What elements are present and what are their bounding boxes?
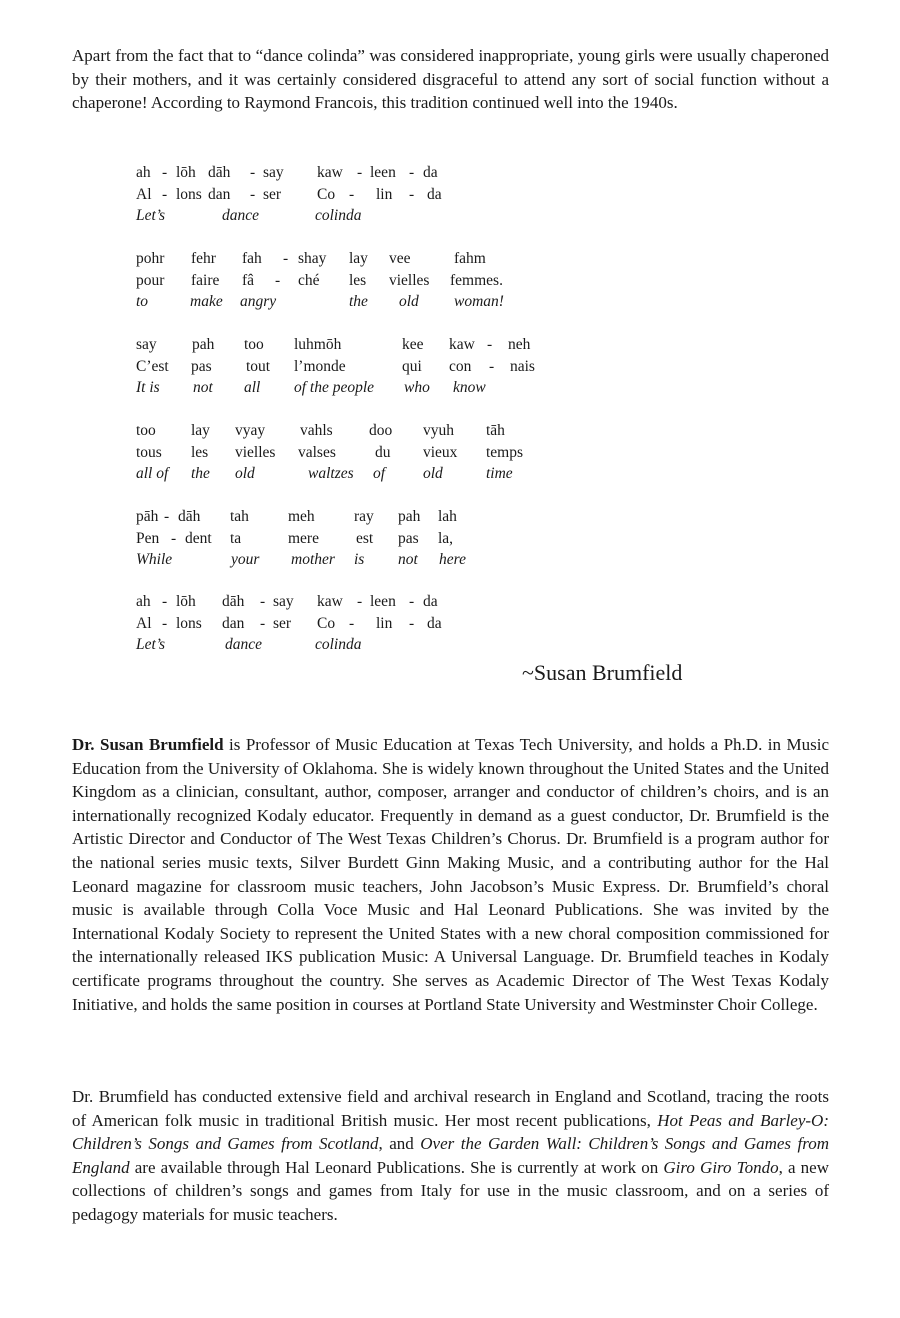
lyric-word: is: [354, 551, 365, 568]
lyric-word: mother: [291, 551, 335, 568]
lyric-word: tāh: [486, 422, 505, 439]
lyric-word: colinda: [315, 207, 362, 224]
lyric-word: old: [423, 465, 443, 482]
lyric-word: -: [162, 164, 168, 181]
lyric-word: time: [486, 465, 513, 482]
lyric-word: dāh: [208, 164, 231, 181]
lyric-word: -: [260, 593, 266, 610]
bio-text: , and: [378, 1134, 421, 1154]
lyric-word: pāh: [136, 508, 159, 525]
lyric-word: It is: [136, 379, 160, 396]
lyric-word: lōh: [176, 164, 196, 181]
lyric-word: to: [136, 293, 149, 310]
lyric-word: not: [398, 551, 418, 568]
lyric-word: lons: [176, 614, 202, 632]
lyric-word: kaw: [317, 593, 343, 610]
lyric-word: -: [162, 614, 168, 632]
research-paragraph: [72, 1085, 829, 1227]
bio-text: , a new collections of children’s songs and games from Italy for use in the music classroom, and on a series of pedagogy materials for music teachers.: [72, 1157, 829, 1224]
lyric-word: say: [273, 593, 294, 610]
lyric-word: all: [244, 379, 261, 396]
lyric-word: -: [250, 185, 256, 203]
lyric-word: luhmōh: [294, 336, 342, 353]
lyric-word: dent: [185, 529, 212, 547]
lyric-word: -: [487, 336, 493, 353]
lyric-word: -: [162, 593, 168, 610]
author-signature: ~Susan Brumfield: [522, 660, 683, 685]
lyric-word: Al: [136, 614, 152, 632]
bio-text: are available through Hal Leonard Publications. She is currently at work on: [129, 1157, 664, 1177]
publication-title: Giro Giro Tondo: [663, 1157, 779, 1177]
lyric-word: While: [136, 551, 173, 568]
lyric-word: -: [164, 508, 170, 525]
lyric-word: da: [423, 593, 438, 610]
lyric-word: ser: [263, 185, 282, 203]
lyric-word: dāh: [222, 593, 245, 610]
lyric-word: know: [453, 379, 486, 396]
lyric-word: lay: [191, 422, 210, 439]
lyric-word: -: [409, 164, 415, 181]
lyric-word: shay: [298, 250, 327, 267]
lyric-word: -: [250, 164, 256, 181]
lyric-word: lah: [438, 508, 457, 525]
lyric-word: too: [136, 422, 156, 439]
lyric-word: ah: [136, 593, 151, 610]
lyric-word: pah: [192, 336, 215, 353]
lyric-word: fahm: [454, 250, 486, 267]
lyric-word: femmes.: [450, 271, 503, 289]
lyric-word: ray: [354, 508, 374, 525]
lyric-word: make: [190, 293, 223, 310]
lyric-word: la,: [438, 529, 454, 547]
lyric-word: vielles: [235, 443, 276, 461]
lyric-word: -: [349, 185, 355, 203]
lyric-word: vyay: [235, 422, 266, 439]
lyric-word: valses: [298, 443, 336, 461]
lyric-word: con: [449, 357, 472, 375]
lyric-word: -: [162, 185, 168, 203]
lyric-word: dan: [208, 185, 231, 203]
bio-text: is Professor of Music Education at Texas Tech University, and holds a Ph.D. in Music Education from the University of Oklahoma. She is widely known throughout the United States and the United Kingdom as a clinician, consultant, author, composer, arranger and conductor of children’s choirs, and is an internationally recognized Kodaly educator. Frequently in demand as a guest conductor, Dr. Brumfield is the Artistic Director and Conductor of The West Texas Children’s Chorus. Dr. Brumfield is a program author for the national series music texts, Silver Burdett Ginn Making Music, and a contributing author for the Hal Leonard magazine for classroom music teachers, John Jacobson’s Music Express. Dr. Brumfield’s choral music is available through Colla Voce Music and Hal Leonard Publications. She was invited by the International Kodaly Society to represent the United States with a new choral composition commissioned for the internationally released IKS publication Music: A Universal Language. Dr. Brumfield teaches in Kodaly certificate programs throughout the country. She serves as Academic Director of The West Texas Kodaly Initiative, and holds the same position in courses at Portland State University and Westminster Choir College.: [72, 735, 829, 1014]
lyric-word: ta: [230, 529, 242, 547]
lyric-word: vielles: [389, 271, 430, 289]
lyric-word: lay: [349, 250, 368, 267]
lyric-word: lōh: [176, 593, 196, 610]
lyric-word: Co: [317, 614, 336, 632]
intro-paragraph: Apart from the fact that to “dance colinda” was considered inappropriate, young girls were usually chaperoned by their mothers, and it was certainly considered disgraceful to attend any sort of social function without a chaperone! According to Raymond Francois, this tradition continued well into the 1940s.: [72, 46, 829, 112]
lyric-word: neh: [508, 336, 531, 353]
lyric-word: du: [375, 443, 391, 461]
lyric-word: C’est: [136, 357, 169, 375]
lyric-word: temps: [486, 443, 524, 461]
lyric-word: est: [356, 529, 374, 547]
lyric-word: da: [427, 614, 442, 632]
lyric-word: Let’s: [136, 207, 166, 224]
lyric-word: kaw: [449, 336, 475, 353]
lyric-word: woman!: [454, 293, 504, 310]
lyric-word: fehr: [191, 250, 216, 267]
lyric-word: pour: [136, 271, 165, 289]
lyric-word: dan: [222, 614, 245, 632]
lyric-word: fah: [242, 250, 262, 267]
lyric-word: meh: [288, 508, 315, 525]
lyric-word: dance: [222, 207, 260, 224]
lyric-word: leen: [370, 593, 396, 610]
lyric-word: tout: [246, 357, 271, 375]
lyric-word: your: [231, 551, 260, 568]
lyric-word: -: [357, 164, 363, 181]
lyric-word: ah: [136, 164, 151, 181]
publication-title: Over the Garden Wall: Children’s Songs and Games from England: [72, 1134, 829, 1177]
lyric-word: who: [404, 379, 430, 396]
lyric-word: ché: [298, 271, 320, 289]
author-name: Dr. Susan Brumfield: [72, 735, 224, 754]
lyric-word: of the people: [294, 379, 375, 396]
lyric-word: da: [427, 185, 442, 203]
lyric-word: not: [193, 379, 213, 396]
lyric-word: mere: [288, 529, 319, 547]
lyric-word: qui: [402, 357, 422, 375]
lyric-word: nais: [510, 357, 535, 375]
lyric-word: kee: [402, 336, 424, 353]
lyric-word: old: [235, 465, 255, 482]
lyric-word: -: [409, 593, 415, 610]
lyric-word: -: [171, 529, 177, 547]
lyric-word: angry: [240, 293, 277, 310]
lyric-word: too: [244, 336, 264, 353]
lyric-word: say: [136, 336, 157, 353]
lyric-word: -: [349, 614, 355, 632]
lyric-word: -: [409, 614, 415, 632]
lyric-word: the: [349, 293, 368, 310]
lyric-word: Let’s: [136, 636, 166, 653]
lyric-word: da: [423, 164, 438, 181]
lyric-word: pohr: [136, 250, 165, 267]
lyric-word: lin: [376, 614, 393, 632]
lyric-word: Pen: [136, 529, 160, 547]
bio-paragraph: [72, 733, 829, 1016]
lyric-word: old: [399, 293, 419, 310]
lyric-word: -: [489, 357, 495, 375]
lyric-word: vieux: [423, 443, 458, 461]
lyric-word: Al: [136, 185, 152, 203]
lyric-word: les: [191, 443, 209, 461]
lyric-word: Co: [317, 185, 336, 203]
lyric-word: les: [349, 271, 367, 289]
lyric-word: pas: [191, 357, 212, 375]
lyric-word: lin: [376, 185, 393, 203]
lyric-word: vee: [389, 250, 411, 267]
bio-text: Dr. Brumfield has conducted extensive field and archival research in England and Scotland, tracing the roots of American folk music in traditional British music. Her most recent publications,: [72, 1087, 829, 1130]
lyric-word: colinda: [315, 636, 362, 653]
lyric-word: pas: [398, 529, 419, 547]
lyric-word: of: [373, 465, 386, 482]
lyric-word: say: [263, 164, 284, 181]
lyric-word: -: [260, 614, 266, 632]
lyric-word: leen: [370, 164, 396, 181]
lyric-word: kaw: [317, 164, 343, 181]
lyric-word: tah: [230, 508, 249, 525]
lyric-word: -: [409, 185, 415, 203]
lyric-word: all of: [136, 465, 169, 482]
lyric-word: the: [191, 465, 210, 482]
lyric-word: l’monde: [294, 357, 346, 375]
lyric-word: lons: [176, 185, 202, 203]
lyric-word: vahls: [300, 422, 333, 439]
lyric-word: waltzes: [308, 465, 354, 482]
lyric-word: -: [275, 271, 281, 289]
lyric-word: dāh: [178, 508, 201, 525]
lyric-word: -: [357, 593, 363, 610]
lyric-word: -: [283, 250, 289, 267]
publication-title: Hot Peas and Barley-O: Children’s Songs and Games from Scotland: [72, 1110, 829, 1154]
lyric-word: here: [439, 551, 466, 568]
lyric-word: dance: [225, 636, 263, 653]
lyric-word: ser: [273, 614, 292, 632]
lyric-word: pah: [398, 508, 421, 525]
lyric-word: doo: [369, 422, 393, 439]
lyric-word: vyuh: [423, 422, 454, 439]
lyric-word: fâ: [242, 271, 255, 289]
lyric-word: tous: [136, 443, 162, 461]
lyric-word: faire: [191, 271, 220, 289]
